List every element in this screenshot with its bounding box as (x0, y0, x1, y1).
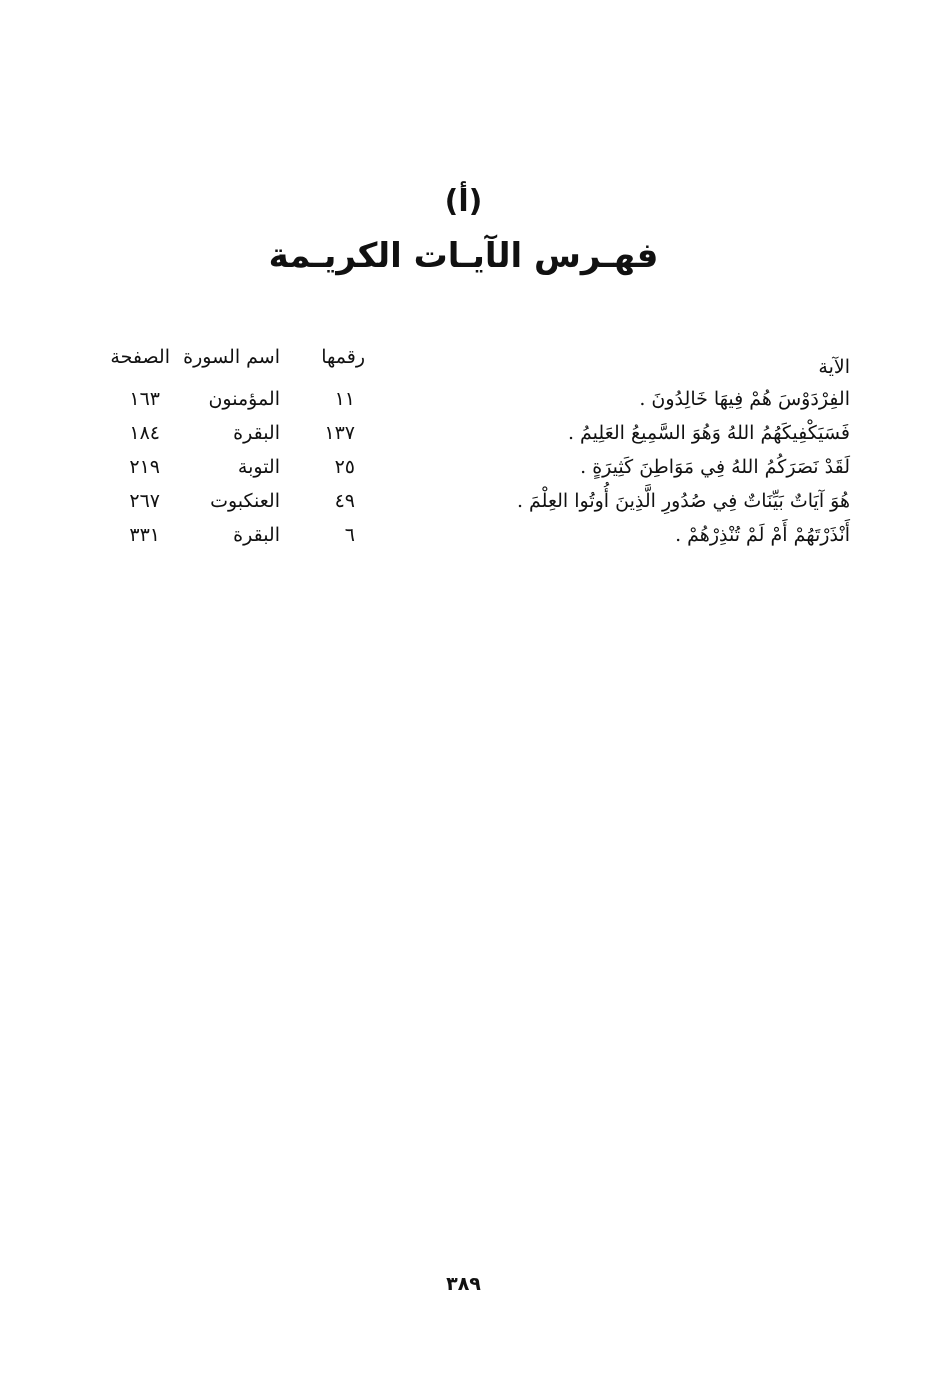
section-number: (أ) (444, 184, 483, 219)
surah-name: البقرة (233, 422, 280, 444)
surah-name: العنكبوت (210, 490, 280, 512)
table-row (110, 382, 850, 416)
header-verse: الآية (818, 356, 850, 378)
verse-text: الفِرْدَوْسَ هُمْ فِيهَا خَالِدُونَ . (639, 388, 850, 410)
header-surah: اسم السورة (183, 346, 280, 368)
page-ref: ٢٦٧ (129, 490, 160, 512)
page-ref: ١٦٣ (129, 388, 160, 410)
verse-text: فَسَيَكْفِيكَهُمُ اللهُ وَهُوَ السَّمِيعُ العَلِيمُ . (567, 422, 850, 444)
page-title: فهـرس الآيـات الكريـمة (268, 236, 659, 276)
verse-index-table (110, 342, 850, 552)
table-row (110, 518, 850, 552)
header-number: رقمها (321, 346, 365, 368)
verse-number: ١١ (334, 388, 355, 410)
verse-number: ٤٩ (334, 490, 355, 512)
table-row (110, 416, 850, 450)
verse-text: هُوَ آيَاتٌ بَيِّنَاتٌ فِي صُدُورِ الَّذِينَ أُوتُوا العِلْمَ . (516, 490, 850, 512)
page-ref: ٣٣١ (129, 524, 160, 546)
verse-text: لَقَدْ نَصَرَكُمُ اللهُ فِي مَوَاطِنَ كَثِيرَةٍ . (580, 456, 850, 478)
verse-number: ٦ (344, 524, 355, 546)
table-row (110, 484, 850, 518)
surah-name: المؤمنون (208, 388, 280, 410)
verse-number: ٢٥ (334, 456, 355, 478)
verse-number: ١٣٧ (324, 422, 355, 444)
verse-text: أَنْذَرْتَهُمْ أَمْ لَمْ تُنْذِرْهُمْ . (675, 524, 850, 546)
surah-name: التوبة (237, 456, 280, 478)
table-header (110, 342, 850, 382)
surah-name: البقرة (233, 524, 280, 546)
header-page: الصفحة (110, 346, 170, 368)
page-ref: ٢١٩ (129, 456, 160, 478)
page-ref: ١٨٤ (129, 422, 160, 444)
page-number: ٣٨٩ (446, 1273, 481, 1295)
table-row (110, 450, 850, 484)
